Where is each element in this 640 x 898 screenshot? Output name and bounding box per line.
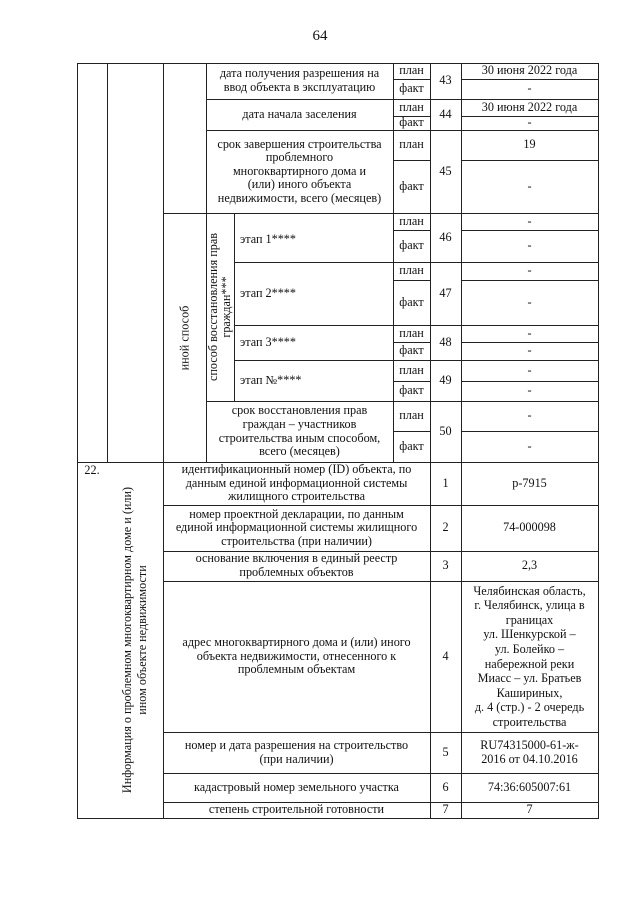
- stage-n-plan-value: -: [527, 362, 532, 377]
- stage-3-plan-label: план: [399, 325, 424, 340]
- s22-row-4-number: 4: [442, 648, 449, 663]
- row-44-plan-label: план: [399, 99, 424, 114]
- text-line: номер проектной декларации, по данным: [189, 506, 404, 521]
- row-44-fact-value: -: [527, 115, 532, 130]
- row-45-plan-value: 19: [523, 137, 536, 152]
- s22-row-3-number: 3: [442, 558, 449, 573]
- col-border: [107, 63, 108, 462]
- row-43-number: 43: [439, 73, 452, 88]
- text-line: Челябинская область,: [473, 583, 586, 598]
- row-43-plan-label: план: [399, 63, 424, 78]
- row-50-fact-label: факт: [399, 438, 424, 453]
- stage-1-fact-label: факт: [399, 238, 424, 253]
- text-line: Миасс – ул. Братьев: [477, 671, 582, 686]
- stage-1-label: этап 1****: [240, 232, 296, 246]
- row-43-plan-value: 30 июня 2022 года: [481, 63, 578, 78]
- row-43-fact-label: факт: [399, 81, 424, 96]
- row-50-plan-label: план: [399, 408, 424, 423]
- text-line: строительства: [492, 714, 567, 729]
- text-line: способ восстановления прав: [206, 232, 220, 382]
- text-line: идентификационный номер (ID) объекта, по: [181, 462, 412, 477]
- s22-row-7-label: степень строительной готовности: [208, 802, 385, 817]
- row-44-number: 44: [439, 106, 452, 121]
- text-line: недвижимости, всего (месяцев): [217, 190, 382, 205]
- section-22-number: 22.: [84, 463, 100, 477]
- stage-3-plan-value: -: [527, 325, 532, 340]
- text-line: д. 4 (стр.) - 2 очередь: [474, 700, 585, 715]
- row-45-plan-label: план: [399, 137, 424, 152]
- text-line: адрес многоквартирного дома и (или) иного: [182, 635, 411, 650]
- text-line: Кашириных,: [496, 685, 563, 700]
- s22-row-4-label: [163, 581, 430, 732]
- s22-row-5-label: [163, 732, 430, 773]
- text-line: Информация о проблемном многоквартирном доме и (или): [120, 486, 134, 794]
- row-44-fact-label: факт: [399, 115, 424, 130]
- s22-row-1-number: 1: [442, 475, 449, 490]
- vertical-text: [120, 487, 150, 793]
- text-line: 2016 от 04.10.2016: [481, 751, 578, 766]
- row-50-label: [206, 401, 393, 462]
- text-line: всего (месяцев): [259, 444, 340, 459]
- s22-row-6-number: 6: [442, 779, 449, 794]
- text-line: (или) иного объекта: [247, 177, 352, 192]
- text-line: ввод объекта в эксплуатацию: [223, 80, 376, 94]
- stage-3-label: этап 3****: [240, 334, 296, 349]
- text-line: границах: [505, 612, 554, 627]
- page-number: 64: [312, 28, 328, 44]
- text-line: срок завершения строительства: [217, 136, 382, 151]
- row-44-label: дата начала заселения: [242, 106, 357, 121]
- stage-1-fact-value: -: [527, 238, 532, 253]
- stage-2-number: 47: [439, 285, 452, 300]
- s22-row-1-value: р-7915: [512, 475, 547, 490]
- text-line: ул. Шенкурской –: [483, 627, 576, 642]
- text-line: ул. Болейко –: [494, 641, 565, 656]
- text-line: номер и дата разрешения на строительство: [184, 737, 409, 752]
- stage-n-fact-value: -: [527, 383, 532, 398]
- text-line: дата получения разрешения на: [219, 66, 380, 81]
- s22-row-2-value: 74-000098: [503, 520, 556, 535]
- stage-n-number: 49: [439, 372, 452, 387]
- row-44-plan-value: 30 июня 2022 года: [481, 99, 578, 114]
- text-line: многоквартирного дома и: [232, 163, 367, 178]
- row-43-label: [206, 63, 393, 99]
- text-line: граждан***: [219, 276, 233, 338]
- row-50-plan-value: -: [527, 408, 532, 423]
- stage-3-number: 48: [439, 334, 452, 349]
- section-22-side-label: [107, 462, 163, 818]
- stage-n-fact-label: факт: [399, 383, 424, 398]
- restoration-method-label: [206, 213, 234, 401]
- s22-row-6-label: кадастровый номер земельного участка: [194, 779, 399, 794]
- vertical-text: иной способ: [177, 305, 192, 370]
- stage-2-plan-value: -: [527, 263, 532, 278]
- stage-1-plan-label: план: [399, 213, 424, 228]
- s22-row-1-label: [163, 462, 430, 505]
- text-line: строительства (при наличии): [221, 533, 372, 548]
- border-left: [77, 63, 78, 819]
- row-43-fact-value: -: [527, 81, 532, 96]
- text-line: строительства иным способом,: [218, 430, 381, 445]
- stage-1-number: 46: [439, 229, 452, 244]
- row-45-label: [206, 130, 393, 213]
- row-border: [77, 818, 599, 819]
- stage-3-fact-label: факт: [399, 343, 424, 358]
- text-line: г. Челябинск, улица в: [474, 598, 585, 613]
- text-line: набережной реки: [484, 656, 575, 671]
- row-50-number: 50: [439, 423, 452, 438]
- text-line: проблемных объектов: [239, 565, 354, 579]
- row-45-fact-label: факт: [399, 178, 424, 193]
- text-line: (при наличии): [259, 751, 334, 766]
- text-line: объекта недвижимости, отнесенного к: [196, 648, 397, 663]
- stage-2-label: этап 2****: [240, 285, 296, 300]
- s22-row-2-label: [163, 505, 430, 551]
- stage-1-plan-value: -: [527, 213, 532, 228]
- other-method-label: [163, 213, 206, 462]
- row-45-number: 45: [439, 163, 452, 178]
- vertical-text: [207, 233, 233, 381]
- s22-row-4-value: [461, 581, 598, 732]
- stage-2-fact-label: факт: [399, 294, 424, 309]
- s22-row-5-number: 5: [442, 744, 449, 759]
- text-line: основание включения в единый реестр: [195, 551, 398, 566]
- text-line: ином объекте недвижимости: [135, 565, 149, 715]
- text-line: RU74315000-61-ж-: [480, 737, 579, 752]
- text-line: граждан – участников: [242, 416, 357, 431]
- text-line: проблемного: [265, 150, 334, 165]
- stage-n-plan-label: план: [399, 362, 424, 377]
- row-45-fact-value: -: [527, 178, 532, 193]
- stage-2-plan-label: план: [399, 263, 424, 278]
- text-line: срок восстановления прав: [231, 403, 368, 418]
- text-line: данным единой информационной системы: [185, 475, 408, 490]
- stage-2-fact-value: -: [527, 294, 532, 309]
- border-right: [598, 63, 599, 819]
- text-line: единой информационной системы жилищного: [175, 520, 418, 535]
- stage-n-label: этап №****: [240, 372, 302, 387]
- s22-row-6-value: 74:36:605007:61: [487, 779, 572, 794]
- text-line: проблемным объектам: [237, 662, 356, 677]
- stage-3-fact-value: -: [527, 343, 532, 358]
- row-50-fact-value: -: [527, 438, 532, 453]
- s22-row-3-value: 2,3: [521, 558, 538, 573]
- s22-row-7-number: 7: [442, 802, 449, 817]
- s22-row-3-label: [163, 551, 430, 581]
- text-line: жилищного строительства: [227, 489, 366, 504]
- s22-row-5-value: [461, 732, 598, 773]
- s22-row-2-number: 2: [442, 520, 449, 535]
- s22-row-7-value: 7: [526, 802, 533, 817]
